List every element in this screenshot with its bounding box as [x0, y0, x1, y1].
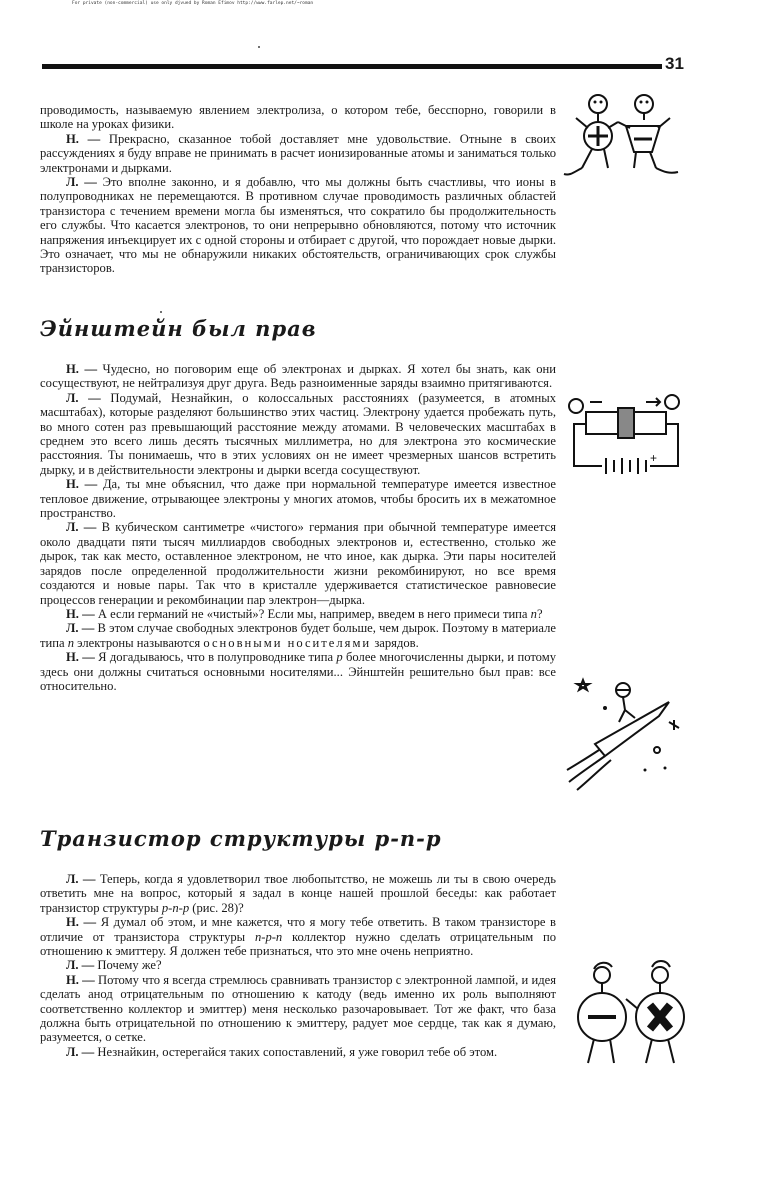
- section-2-text: [40, 362, 556, 693]
- header-rule: [42, 64, 662, 69]
- speaker: Н. —: [66, 477, 98, 492]
- paragraph: Л. — Почему же?: [66, 958, 162, 973]
- paragraph: Н. — Да, ты мне объяснил, что даже при нормальной температуре имеется известное тепловое движение, отрывающее электроны у многих атомов, чтобы бросить их в межатомное пространство.: [40, 477, 556, 521]
- watermark: For private (non-commercial) use only djvued by Roman Efimov http://www.farlep.net/~roman: [72, 1, 314, 6]
- chained-ions-illustration: [560, 88, 690, 188]
- speaker: Л. —: [66, 390, 101, 405]
- paragraph: Л. — Теперь, когда я удовлетворил твое любопытство, не можешь ли ты в свою очередь ответить мне на вопрос, который я задал в конце нашей прошлой беседы: как работает транзистор структуры р-п-р (рис. 28)?: [40, 872, 556, 915]
- paragraph: Л. — В кубическом сантиметре «чистого» германия при обычной температуре имеется около двадцати пяти тысяч миллиардов свободных электронов и, естественно, столько же дырок, так как место, оставленное электроном, не что иное, как дырка. Эти пары носителей зарядов после определенной продолжительности жизни рекомбинируют, но все время создаются и новые пары. Так что в кристалле удерживается статистическое равновесие процессов генерации и рекомбинации пар электрон—дырка.: [40, 520, 556, 607]
- speaker: Н. —: [66, 362, 98, 376]
- paragraph: Л. — В этом случае свободных электронов будет больше, чем дырок. Поэтому в материале типа n электроны называются основными носителями зарядов.: [40, 621, 556, 650]
- paragraph: Н. — Потому что я всегда стремлюсь сравнивать транзистор с электронной лампой, и идея сделать анод отрицательным по отношению к катоду (ведь именно их роль выполняют соответственно коллектор и эмиттер) меня несколько разочаровывает. Тот же факт, что база должна быть отрицательной по отношению к эмиттеру, радует мое сердце, так как я думаю, разумеется, о сетке.: [40, 972, 556, 1045]
- speck: [258, 46, 260, 48]
- speaker: Н. —: [66, 606, 95, 621]
- speaker: Н. —: [66, 650, 95, 665]
- heading-pnp-transistor: Транзистор структуры р-п-р: [40, 826, 442, 851]
- speck: [160, 311, 162, 313]
- battery-plus-label: +: [650, 451, 658, 465]
- speaker: Л. —: [66, 621, 95, 636]
- paragraph: Н. — А если германий не «чистый»? Если мы, например, введем в него примеси типа n?: [66, 606, 543, 621]
- speaker: Л. —: [66, 1044, 95, 1059]
- rocket-rider-illustration: [565, 670, 695, 795]
- section-1-text: [40, 103, 556, 276]
- paragraph: Л. — Подумай, Незнайкин, о колоссальных расстояниях (разумеется, в атомных масштабах), которые разделяют большинство этих частиц. Электрону удается пробежать путь, во много сотен раз превышающий расстояние между атомами. В человеческих масштабах в среднем это всего лишь десять тысячных миллиметра, но для электрона это космические расстояния. Ты понимаешь, что в этих условиях он не имеет чрезмерных шансов встретить дырку, и в действительности электроны и дырки всегда сосуществуют.: [40, 390, 556, 477]
- speaker: Н. —: [66, 131, 101, 146]
- speaker: Л. —: [66, 175, 97, 190]
- paragraph: Н. — Я думал об этом, и мне кажется, что я могу тебе ответить. В таком транзисторе в отличие от транзистора структуры п-р-п коллектор нужно сделать отрицательным по отношению к эмиттеру. Я должен тебе признаться, что это мне очень неприятно.: [40, 915, 557, 959]
- paragraph: Л. — Незнайкин, остерегайся таких сопоставлений, я уже говорил тебе об этом.: [66, 1044, 498, 1059]
- heading-einstein: Эйнштейн был прав: [40, 316, 317, 341]
- speaker: Н. —: [66, 915, 97, 930]
- paragraph: Н. — Чудесно, но поговорим еще об электронах и дырках. Я хотел бы знать, как они сосуществуют, не нейтрализуя друг друга. Ведь разноименные заряды взаимно притягиваются.: [40, 362, 556, 391]
- speaker: Л. —: [66, 872, 96, 886]
- speaker: Л. —: [66, 520, 97, 535]
- page-number: 31: [665, 54, 684, 73]
- paragraph: Н. — Я догадываюсь, что в полупроводнике типа р более многочисленны дырки, и потому здесь они должны считаться основными носителями... Эйнштейн решительно был прав: все относительно.: [40, 650, 556, 693]
- battery-minus-label: −: [594, 459, 602, 473]
- paragraph: Л. — Это вполне законно, и я добавлю, что мы должны быть счастливы, что ионы в полупроводниках не перемещаются. В противном случае проводимость различных областей транзистора с течением времени могла бы изменяться, что сократило бы продолжительность его службы. Что касается электронов, то они непрерывно обновляются, потому что источник напряжения инъекцирует их с одной стороны и отбирает с другой, что порождает новые дырки. Это означает, что мы не обнаружили никаких обстоятельств, ограничивающих срок службы транзисторов.: [40, 175, 556, 276]
- speaker: Н. —: [66, 972, 95, 987]
- paragraph: Н. — Прекрасно, сказанное тобой доставляет мне удовольствие. Отныне в своих рассуждениях я буду вправе не принимать в расчет ионизированные атомы и заниматься только электронами и дырками.: [40, 131, 557, 175]
- circuit-diagram: [562, 388, 692, 488]
- paragraph: проводимость, называемую явлением электролиза, о котором тебе, бесспорно, говорили в школе на уроках физики.: [40, 103, 556, 132]
- plus-minus-characters-illustration: [566, 955, 696, 1070]
- section-3-text: [40, 872, 556, 1059]
- speaker: Л. —: [66, 958, 95, 973]
